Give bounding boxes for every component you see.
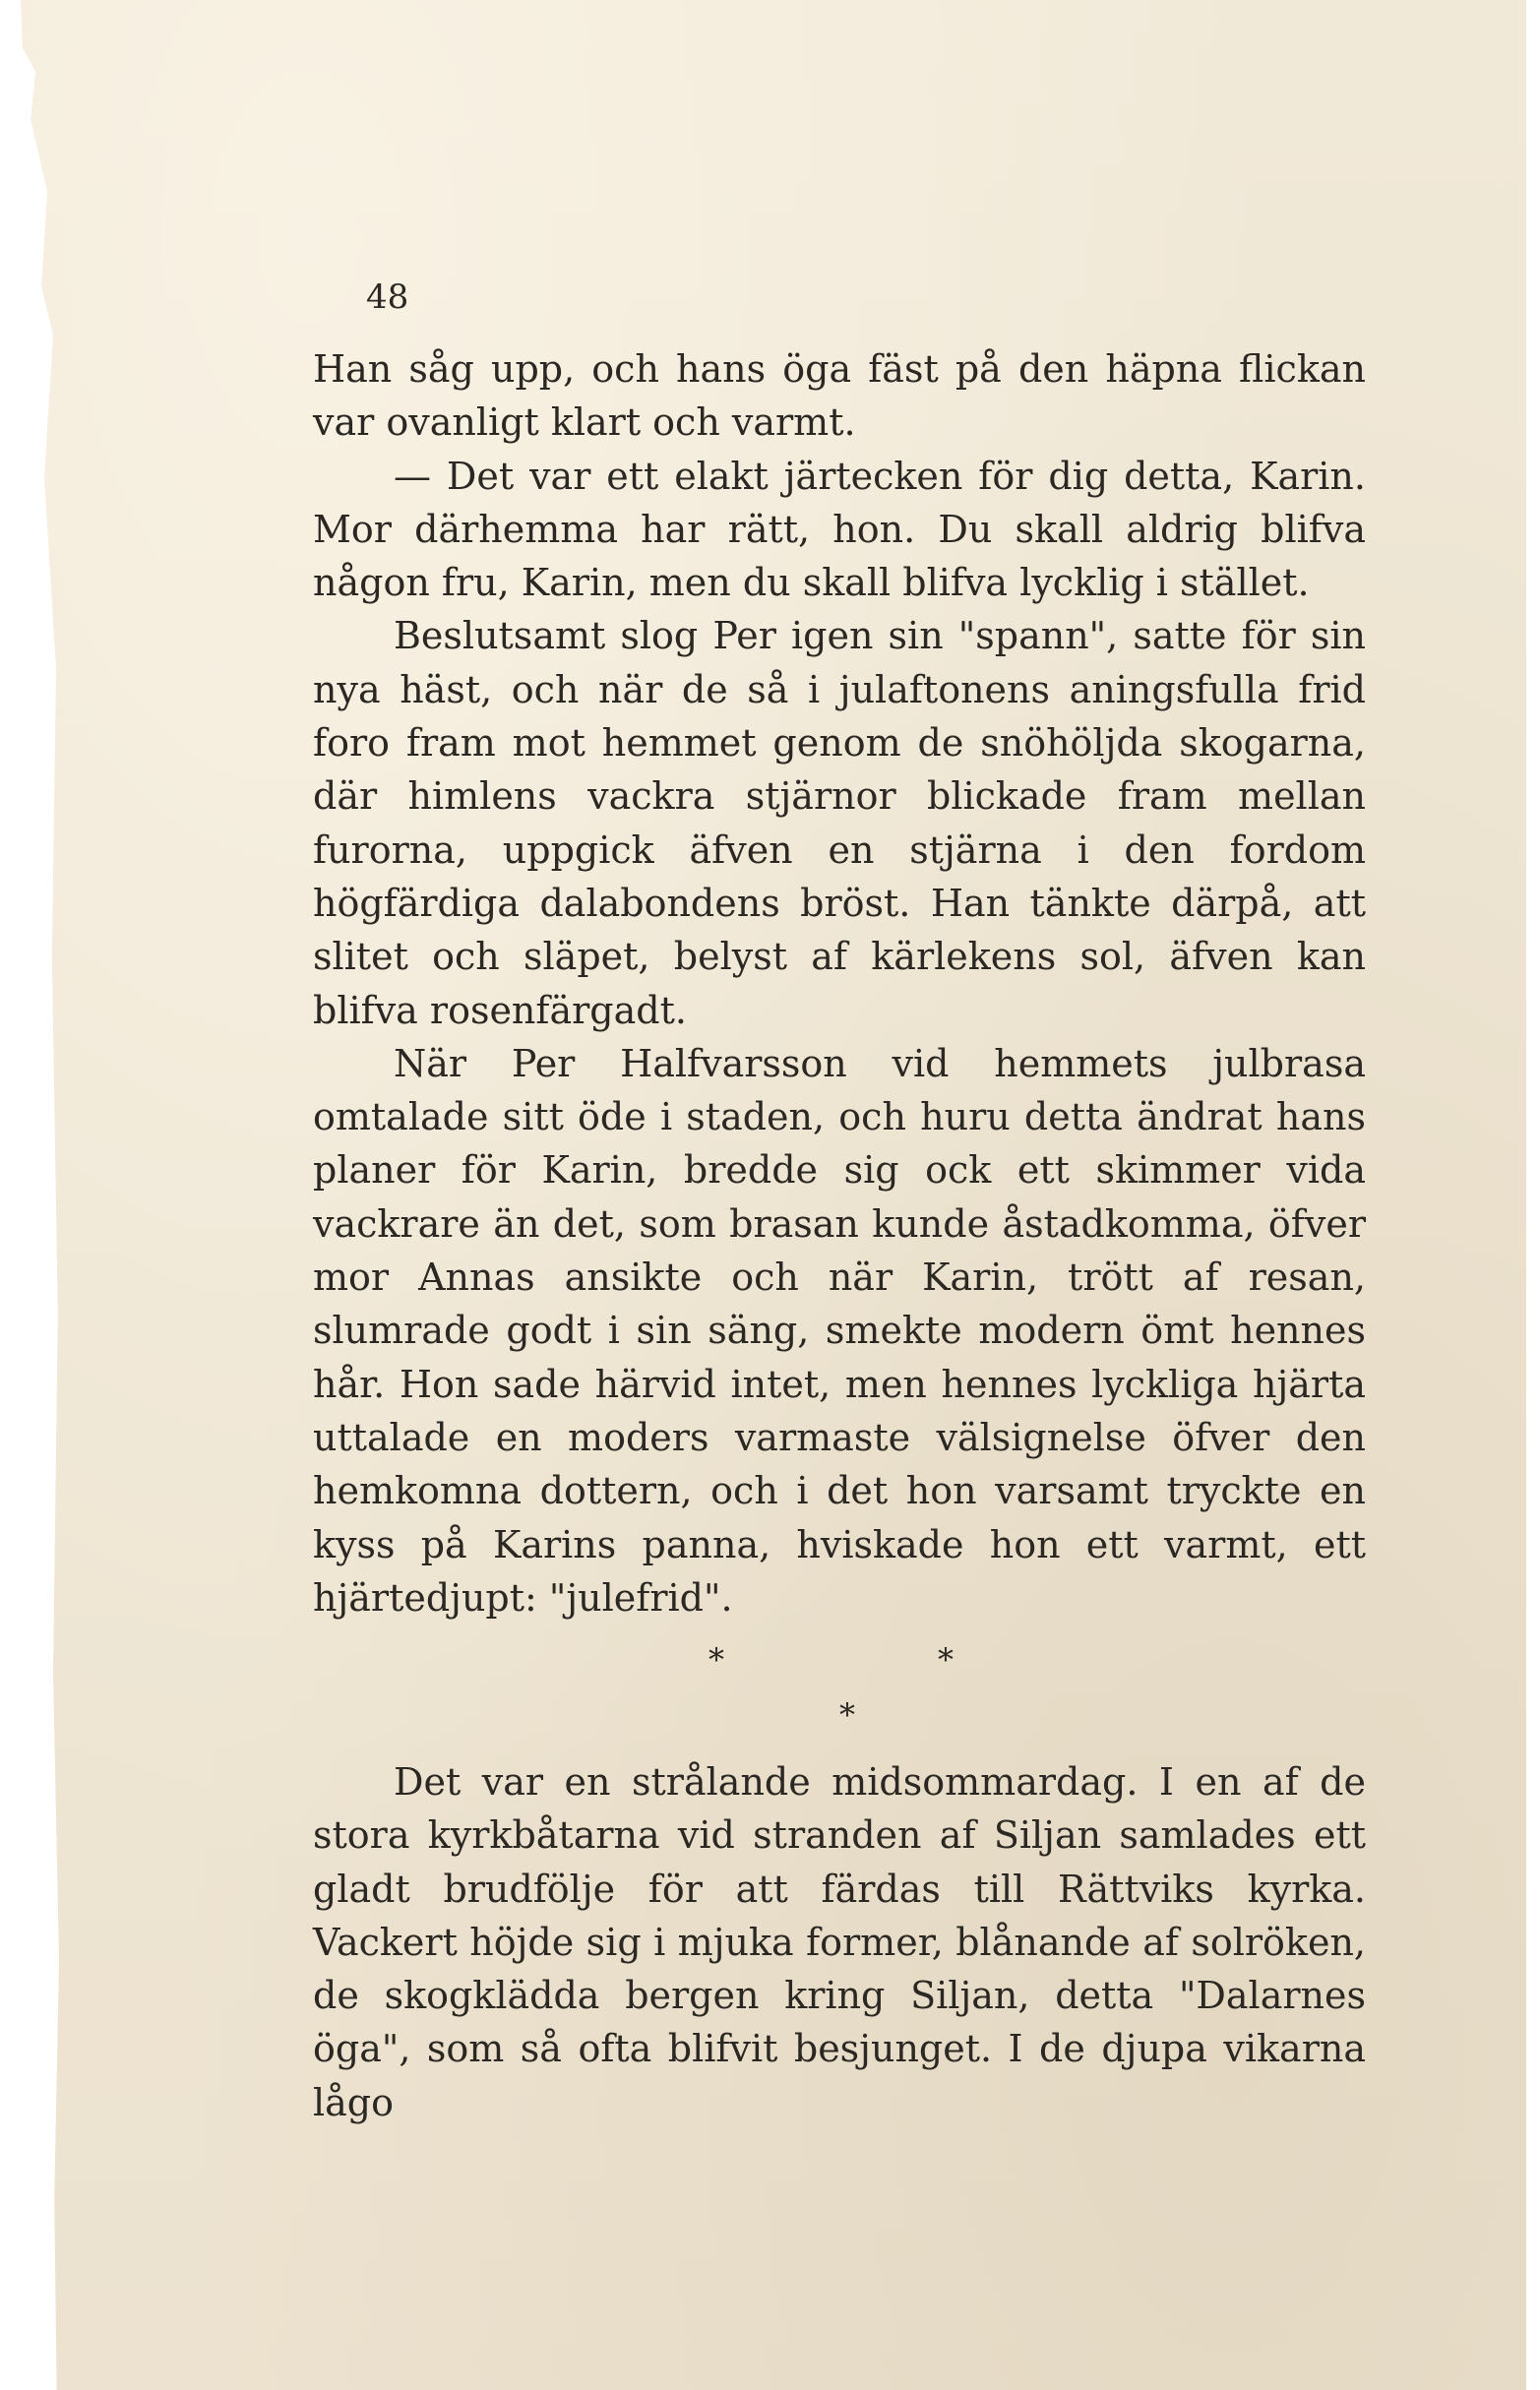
paragraph-4: När Per Halfvarsson vid hemmets julbrasa omtalade sitt öde i staden, och huru detta ändrat hans planer för Karin, bredde sig ock ett skimmer vida vackrare än det, som brasan kunde åstadkomma, öfver mor Annas ansikte och när Karin, trött af resan, slumrade godt i sin säng, smekte modern ömt hennes hår. Hon sade härvid intet, men hennes lyckliga hjärta uttalade en moders varmaste välsignelse öfver den hemkomna dottern, och i det hon varsamt tryckte en kyss på Karins panna, hviskade hon ett varmt, ett hjärtedjupt: "julefrid".	[313, 1041, 1366, 1620]
separator-star: *	[938, 1641, 954, 1679]
separator-star: *	[708, 1641, 724, 1679]
paragraph-2: — Det var ett elakt järtecken för dig detta, Karin. Mor därhemma har rätt, hon. Du skall aldrig blifva någon fru, Karin, men du skall blifva lycklig i stället.	[313, 454, 1366, 605]
text-block-top	[313, 342, 1366, 1624]
text-block-bottom	[313, 1755, 1366, 2129]
paragraph-5: Det var en strålande midsommardag. I en af de stora kyrkbåtarna vid stranden af Siljan samlades ett gladt brudfölje för att färdas till Rättviks kyrka. Vackert höjde sig i mjuka former, blånande af solröken, de skogklädda bergen kring Siljan, detta "Dalarnes öga", som så ofta blifvit besjunget. I de djupa vikarna lågo	[313, 1760, 1366, 2124]
right-margin-edge	[1526, 0, 1540, 2390]
separator-star: *	[839, 1696, 855, 1734]
page-number: 48	[366, 277, 409, 317]
paragraph-1: Han såg upp, och hans öga fäst på den häpna flickan var ovanligt klart och varmt.	[313, 347, 1366, 445]
torn-left-edge	[0, 0, 59, 2390]
paragraph-3: Beslutsamt slog Per igen sin "spann", satte för sin nya häst, och när de så i julaftonens aningsfulla frid foro fram mot hemmet genom de snöhöljda skogarna, där himlens vackra stjärnor blickade fram mellan furorna, uppgick äfven en stjärna i den fordom högfärdiga dalabondens bröst. Han tänkte därpå, att slitet och släpet, belyst af kärlekens sol, äfven kan blifva rosenfärgadt.	[313, 614, 1366, 1032]
